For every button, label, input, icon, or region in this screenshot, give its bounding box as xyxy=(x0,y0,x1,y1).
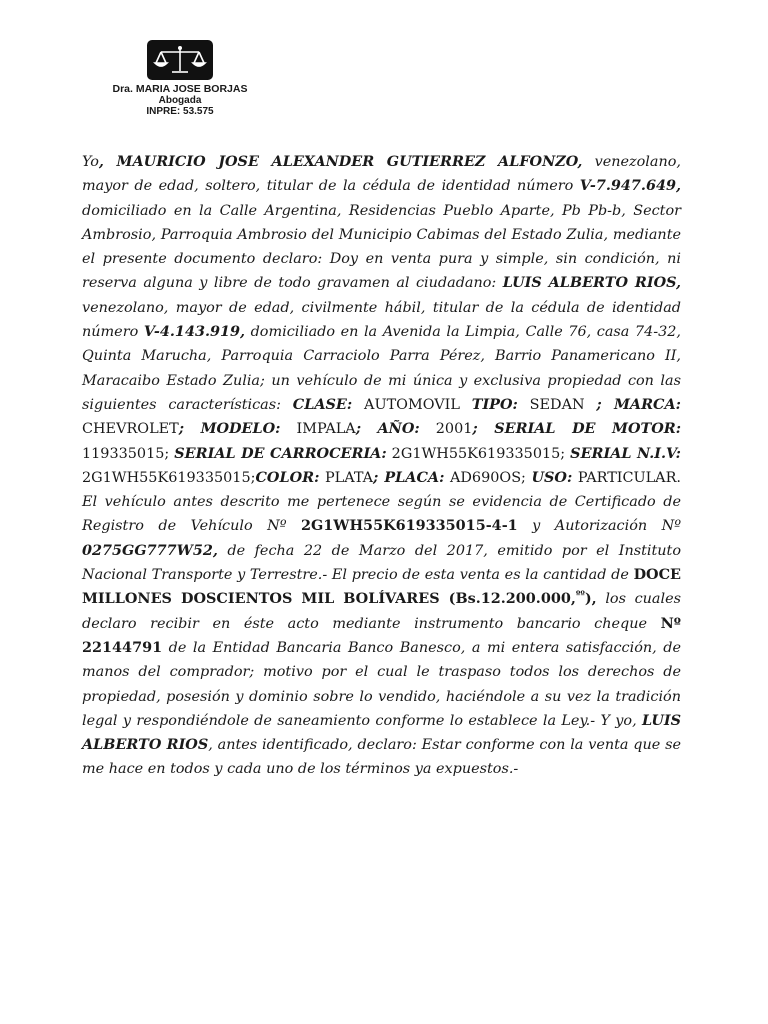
buyer-name: LUIS ALBERTO RIOS, xyxy=(502,274,681,292)
lawyer-name: Dra. MARIA JOSE BORJAS xyxy=(112,83,248,95)
text-segment: El vehículo antes descrito me pertenece según se evidencia de Certificado de Registro de Vehículo Nº xyxy=(82,494,681,535)
lawyer-inpre: INPRE: 53.575 xyxy=(146,106,214,117)
label-placa: ; PLACA: xyxy=(373,468,445,486)
text-segment: domiciliado en la Calle Argentina, Residencias Pueblo Aparte, Pb Pb-b, Sector Ambrosio, Parroquia Ambrosio del Municipio Cabimas del Estado Zulia, mediante el presente documento declaro: Doy en venta pura y simple, sin condición, ni reserva alguna y libre de todo gravamen al ciudadano: xyxy=(82,202,681,292)
value-color: PLATA xyxy=(319,469,374,486)
sale-price-text: DOCE MILLONES DOSCIENTOS MIL BOLÍVARES (Bs.12.200.000, xyxy=(82,566,681,608)
text-segment: Yo xyxy=(82,154,99,170)
value-marca: CHEVROLET xyxy=(82,421,179,438)
value-uso: PARTICULAR. xyxy=(572,469,681,486)
value-tipo: SEDAN xyxy=(517,396,597,413)
sale-declaration-paragraph xyxy=(82,150,681,782)
text-segment: venezolano, mayor de edad, soltero, titular de la cédula de identidad número xyxy=(82,154,681,195)
label-clase: CLASE: xyxy=(292,395,353,413)
label-modelo: ; MODELO: xyxy=(178,420,281,438)
text-segment: los cuales declaro recibir en éste acto mediante instrumento bancario cheque xyxy=(82,591,682,632)
certificate-number: 2G1WH55K619335015-4-1 xyxy=(300,517,518,535)
label-tipo: TIPO: xyxy=(471,395,518,413)
label-marca: ; MARCA: xyxy=(596,395,681,413)
cheque-number: Nº 22144791 xyxy=(82,614,681,656)
label-serial-motor: ; SERIAL DE MOTOR: xyxy=(472,420,682,438)
value-modelo: IMPALA xyxy=(280,421,356,438)
value-ano: 2001 xyxy=(419,421,473,438)
value-serial-niv: 2G1WH55K619335015; xyxy=(82,469,256,486)
value-clase: AUTOMOVIL xyxy=(352,396,472,413)
value-serial-motor: 119335015; xyxy=(82,445,175,462)
scales-of-justice-icon xyxy=(147,40,213,80)
label-serial-niv: SERIAL N.I.V: xyxy=(570,444,681,462)
label-ano: ; AÑO: xyxy=(355,420,420,438)
sale-price-superscript: ºº xyxy=(575,590,585,601)
value-placa: AD690OS; xyxy=(444,469,532,486)
text-segment: domiciliado en la Avenida la Limpia, Calle 76, casa 74-32, Quinta Marucha, Parroquia Carraciolo Parra Pérez, Barrio Panamericano II, Maracaibo Estado Zulia; un vehículo de mi única y exclusiva propiedad con las siguientes características: xyxy=(82,324,681,413)
label-uso: USO: xyxy=(531,468,573,486)
seller-name: , MAURICIO JOSE ALEXANDER GUTIERREZ ALFONZO, xyxy=(98,153,583,170)
text-segment: venezolano, mayor de edad, civilmente hábil, titular de la cédula de identidad número xyxy=(82,299,681,341)
lawyer-title: Abogada xyxy=(158,95,202,106)
seller-id-number: V-7.947.649, xyxy=(579,177,681,195)
buyer-name-repeat: LUIS ALBERTO RIOS xyxy=(82,711,681,754)
buyer-id-number: V-4.143.919, xyxy=(143,323,246,341)
sale-price-close: ), xyxy=(584,590,597,608)
text-segment: de fecha 22 de Marzo del 2017, emitido por el Instituto Nacional Transporte y Terrestre.- El precio de esta venta es la cantidad de xyxy=(82,542,681,584)
letterhead xyxy=(100,40,260,118)
label-serial-carroceria: SERIAL DE CARROCERIA: xyxy=(174,444,387,462)
text-segment: de la Entidad Bancaria Banco Banesco, a mi entera satisfacción, de manos del comprador; motivo por el cual le traspaso todos los derechos de propiedad, posesión y dominio sobre lo vendido, haciéndole a su vez la tradición legal y respondiéndole de saneamiento conforme lo establece la Ley.- Y yo, xyxy=(82,639,681,729)
label-color: COLOR: xyxy=(255,468,320,486)
text-segment: , antes identificado, declaro: Estar conforme con la venta que se me hace en todos y cada uno de los términos ya expuestos.- xyxy=(82,737,681,778)
authorization-number: 0275GG777W52, xyxy=(82,541,218,559)
value-serial-carroceria: 2G1WH55K619335015; xyxy=(386,445,571,462)
text-segment: y Autorización Nº xyxy=(517,518,681,535)
